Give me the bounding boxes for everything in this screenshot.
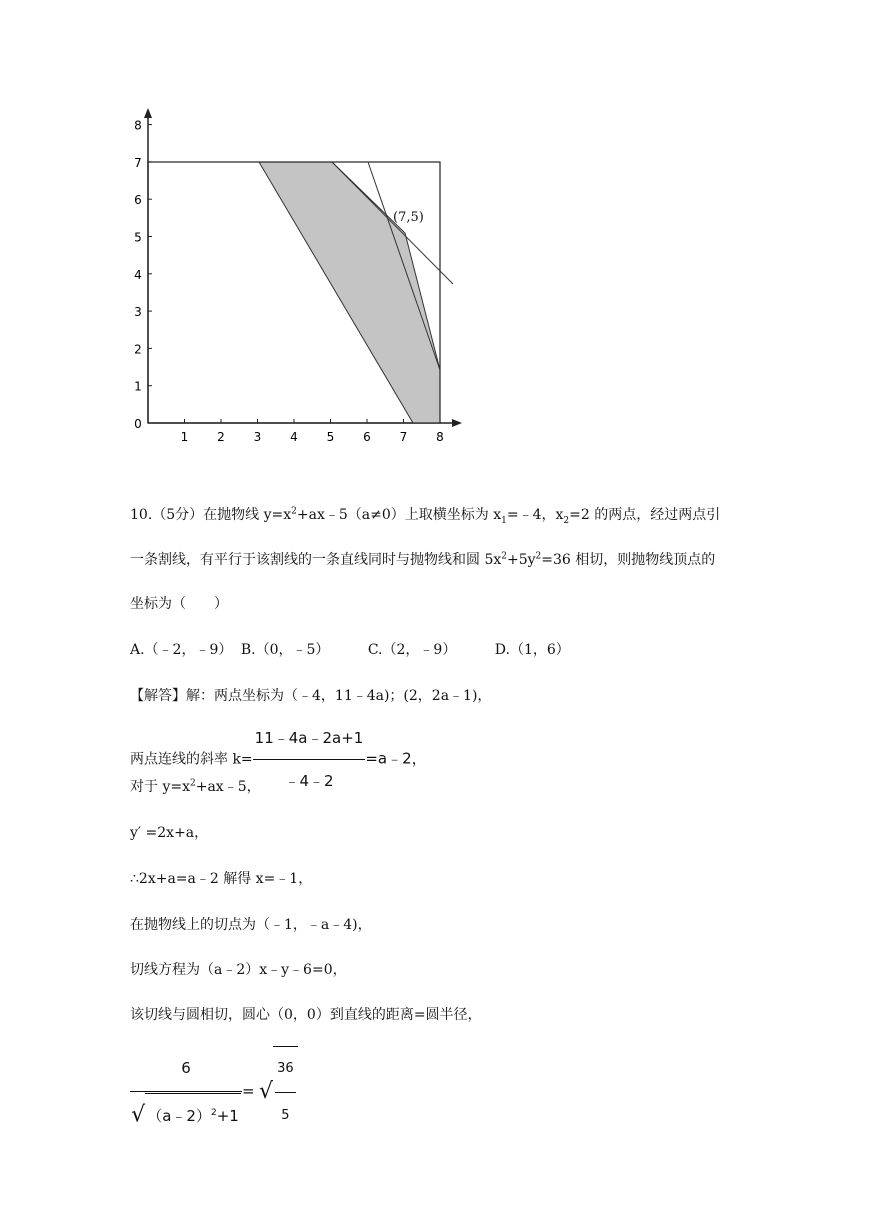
distance-equation: $\frac{6}{√ (a﹣2)^2+1}$ = √ $\frac{36}{5}$	[130, 1046, 298, 1138]
options-row	[130, 640, 570, 660]
slope-fraction: $\frac{11﹣4a﹣2a+1}{﹣4﹣2}$	[253, 718, 366, 801]
solution-line1: 【解答】解：两点坐标为（﹣4，11﹣4a)；(2，2a﹣1)，	[130, 688, 492, 704]
y-tick-label: 8	[134, 118, 142, 133]
region-graph	[120, 100, 480, 450]
x-tick-label: 1	[180, 430, 189, 444]
x-tick-label: 4	[290, 430, 298, 444]
solution-line5: ∴2x+a=a﹣2 解得 x=﹣1，	[130, 871, 313, 887]
option-d: D.（1，6）	[494, 642, 570, 658]
x-tick-label: 6	[363, 430, 371, 444]
x-tick-label: 5	[326, 430, 335, 444]
solution-line8: 该切线与圆相切，圆心（0，0）到直线的距离=圆半径，	[130, 1007, 482, 1023]
y-tick-label: 6	[134, 193, 142, 208]
x-tick-label: 8	[436, 430, 444, 444]
slope-equation: 两点连线的斜率 k= $\frac{11﹣4a﹣2a+1}{﹣4﹣2}$ =a﹣2，	[130, 718, 427, 801]
rhs-sqrt: √ $\frac{36}{5}$	[259, 1046, 298, 1138]
option-b: B.（0，﹣5）	[240, 642, 330, 658]
y-tick-label: 7	[134, 155, 142, 170]
question-stem-line2: 一条割线，有平行于该割线的一条直线同时与抛物线和圆 $5x^2+5y^2=36$ 相切，则抛物线顶点的	[130, 551, 716, 568]
lhs-fraction: $\frac{6}{√ (a﹣2)^2+1}$	[130, 1046, 242, 1138]
option-c: C.（2，﹣9）	[367, 642, 457, 658]
y-tick-label: 3	[134, 305, 142, 320]
x-tick-label: 2	[217, 430, 225, 444]
y-tick-label: 5	[134, 230, 142, 245]
point-label: (7,5)	[393, 210, 424, 225]
x-tick-label: 7	[399, 430, 408, 444]
solution-line7: 切线方程为（a﹣2）x﹣y﹣6=0，	[130, 962, 347, 978]
y-tick-label: 2	[134, 342, 142, 357]
y-tick-labels	[134, 119, 152, 431]
solution-line4: y′ =2x+a，	[130, 825, 209, 841]
y-tick-label: 0	[134, 417, 142, 431]
x-tick-label: 3	[253, 430, 262, 444]
question-stem-line1: 10.（5分）在抛物线 $y=x^2+ax﹣5(a\ne 0)$上取横坐标为 $x_1=﹣4$，$x_2=2$ 的两点，经过两点引	[130, 506, 721, 526]
option-a: A.（﹣2，﹣9）	[130, 642, 233, 658]
solution-line6: 在抛物线上的切点为（﹣1，﹣a﹣4)，	[130, 917, 372, 933]
y-tick-label: 1	[134, 379, 142, 394]
y-tick-label: 4	[134, 267, 142, 282]
solution-line3: 对于 $y=x^2+ax﹣5$，	[130, 778, 261, 795]
question-stem-line3: 坐标为（ ）	[130, 596, 228, 612]
